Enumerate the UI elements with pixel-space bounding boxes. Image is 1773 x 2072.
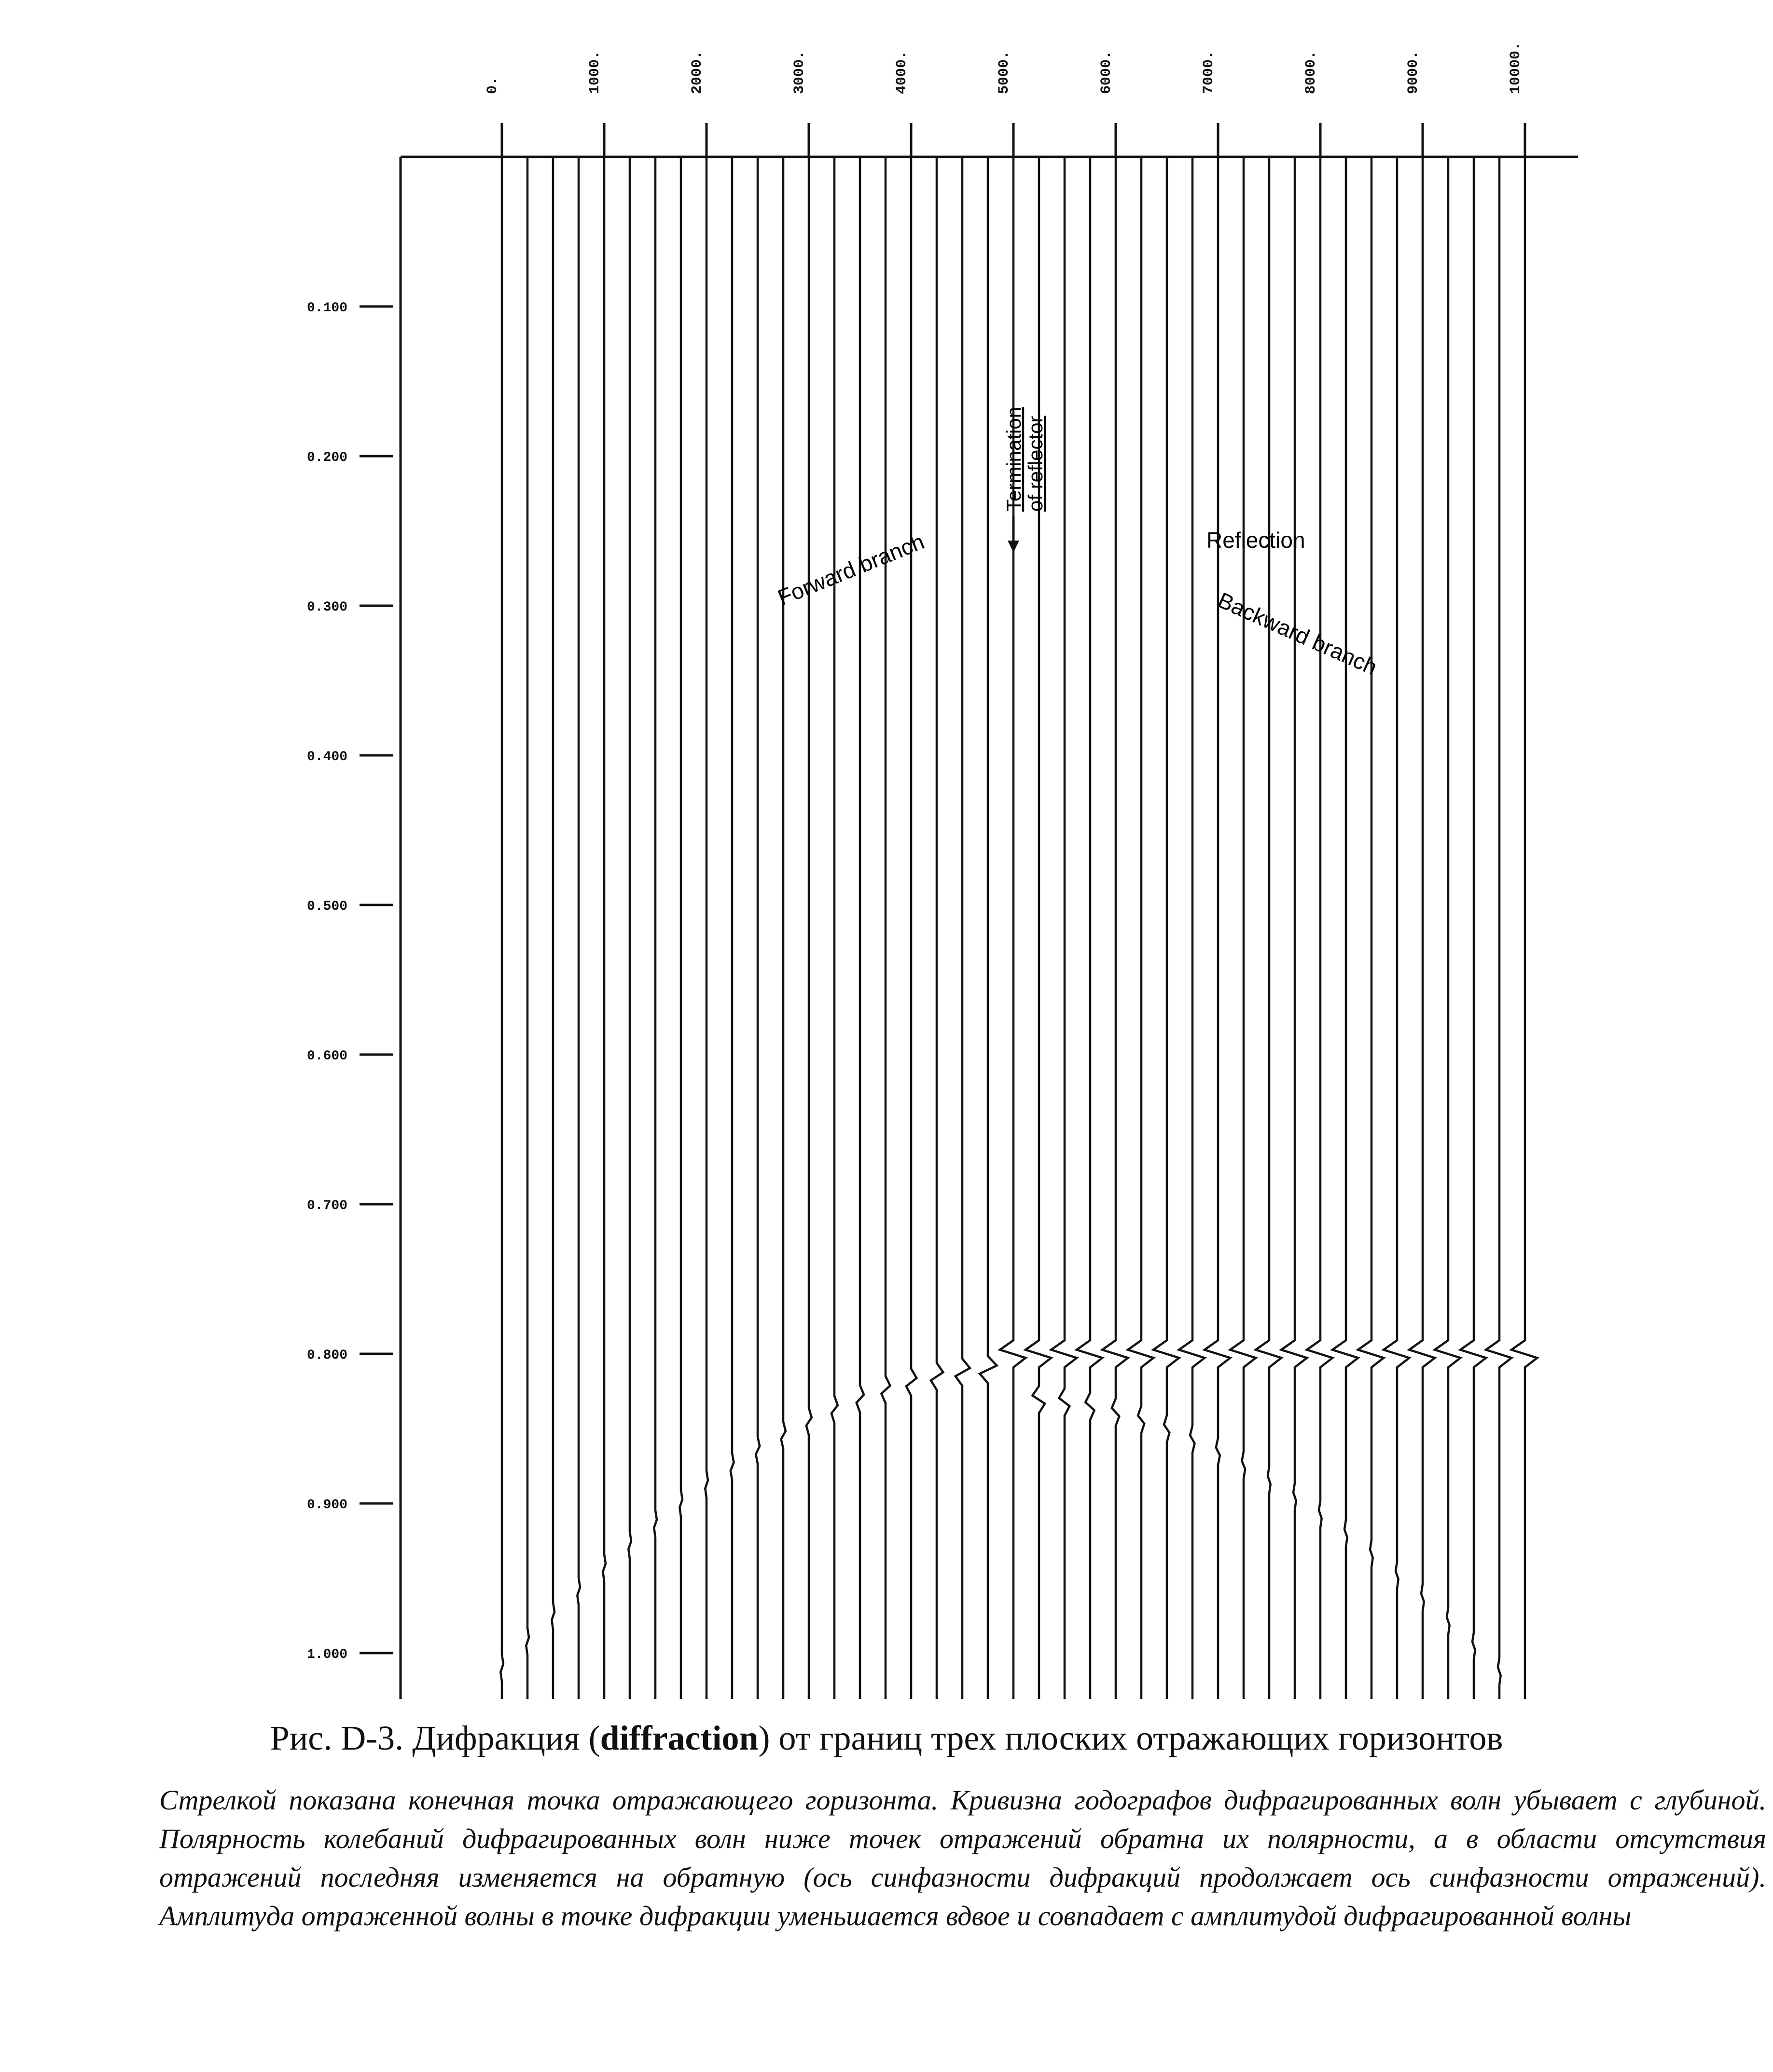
seismic-trace <box>1205 157 1230 1699</box>
y-tick-label: 0.400 <box>306 750 347 765</box>
seismic-trace <box>857 157 864 1699</box>
termination-label-line2: of reflector <box>1024 416 1047 512</box>
seismic-trace <box>1384 157 1409 1699</box>
termination-arrowhead <box>1008 541 1019 553</box>
termination-label-line1: Termination <box>1002 406 1025 512</box>
x-tick-label: 9000. <box>1405 50 1422 94</box>
seismic-trace <box>781 157 786 1699</box>
y-tick-label: 1.000 <box>306 1647 347 1662</box>
seismic-trace <box>552 157 554 1699</box>
seismic-trace <box>1511 157 1537 1699</box>
seismic-trace <box>1153 157 1179 1699</box>
seismic-trace <box>1128 157 1153 1699</box>
seismic-trace <box>1460 157 1486 1699</box>
y-tick-label: 0.800 <box>306 1348 347 1363</box>
caption-prefix: Рис. D-3. Дифракция ( <box>270 1719 600 1757</box>
seismic-trace <box>756 157 760 1699</box>
seismic-trace <box>577 157 580 1699</box>
seismic-trace <box>980 157 997 1699</box>
caption-suffix: ) от границ трех плоских отражающих горизонтов <box>758 1719 1503 1757</box>
x-tick-label: 5000. <box>996 50 1012 94</box>
figure-description: Стрелкой показана конечная точка отражающего горизонта. Кривизна годографов дифрагированных волн убывает с глубиной. Полярность колебаний дифрагированных волн ниже точек отражений обратна их полярности, а в области отсутствия отражений последняя изменяется на обратную (ось синфазности дифракций продолжает ось синфазности отражений). Амплитуда отраженной волны в точке дифракции уменьшается вдвое и совпадает с амплитудой дифрагированной волны <box>159 1784 1766 1932</box>
seismic-trace <box>1102 157 1128 1699</box>
seismic-trace <box>1051 157 1077 1699</box>
seismic-trace <box>1179 157 1205 1699</box>
seismic-trace <box>603 157 606 1699</box>
seismic-trace <box>806 157 812 1699</box>
reflection-label: Reflection <box>1206 528 1305 553</box>
seismic-trace <box>1409 157 1435 1699</box>
caption-bold-term: diffraction <box>600 1719 759 1757</box>
x-tick-label: 10000. <box>1508 42 1524 94</box>
seismic-trace <box>1332 157 1358 1699</box>
seismic-trace <box>1230 157 1256 1699</box>
seismic-trace <box>906 157 916 1699</box>
seismic-trace <box>654 157 657 1699</box>
seismic-trace <box>931 157 943 1699</box>
seismic-trace <box>1358 157 1384 1699</box>
seismic-trace <box>1256 157 1281 1699</box>
seismic-trace <box>679 157 682 1699</box>
x-tick-label: 2000. <box>689 50 706 94</box>
seismic-trace <box>881 157 890 1699</box>
x-tick-label: 3000. <box>791 50 808 94</box>
seismic-trace <box>1307 157 1332 1699</box>
seismic-trace <box>831 157 838 1699</box>
y-tick-label: 0.300 <box>306 600 347 615</box>
x-tick-label: 7000. <box>1201 50 1217 94</box>
x-tick-label: 4000. <box>894 50 910 94</box>
seismic-trace <box>1025 157 1051 1699</box>
seismic-trace <box>500 157 503 1699</box>
y-tick-label: 0.100 <box>306 301 347 316</box>
seismic-trace <box>1077 157 1102 1699</box>
traces <box>500 157 1537 1699</box>
annotations <box>774 407 1381 680</box>
y-tick-label: 0.700 <box>306 1198 347 1213</box>
seismic-trace <box>1435 157 1460 1699</box>
plot-frame <box>401 157 1578 1699</box>
x-tick-label: 8000. <box>1303 50 1319 94</box>
seismic-trace <box>1281 157 1307 1699</box>
seismic-trace <box>628 157 631 1699</box>
y-tick-label: 0.900 <box>306 1498 347 1513</box>
figure-caption <box>0 1718 1773 1758</box>
seismic-trace <box>526 157 529 1699</box>
y-tick-label: 0.600 <box>306 1049 347 1064</box>
x-tick-label: 6000. <box>1098 50 1115 94</box>
y-axis <box>307 301 393 1699</box>
forward-branch-label: Forward branch <box>774 528 928 611</box>
seismic-trace <box>1000 157 1025 1699</box>
seismic-trace <box>705 157 708 1699</box>
x-tick-label: 1000. <box>587 50 603 94</box>
seismic-trace <box>956 157 970 1699</box>
backward-branch-label: Backward branch <box>1214 587 1381 680</box>
seismic-trace <box>731 157 734 1699</box>
y-tick-label: 0.500 <box>306 899 347 914</box>
y-tick-label: 0.200 <box>306 450 347 465</box>
x-tick-label: 0. <box>485 76 501 94</box>
x-axis <box>485 42 1525 157</box>
seismic-trace <box>1486 157 1511 1699</box>
